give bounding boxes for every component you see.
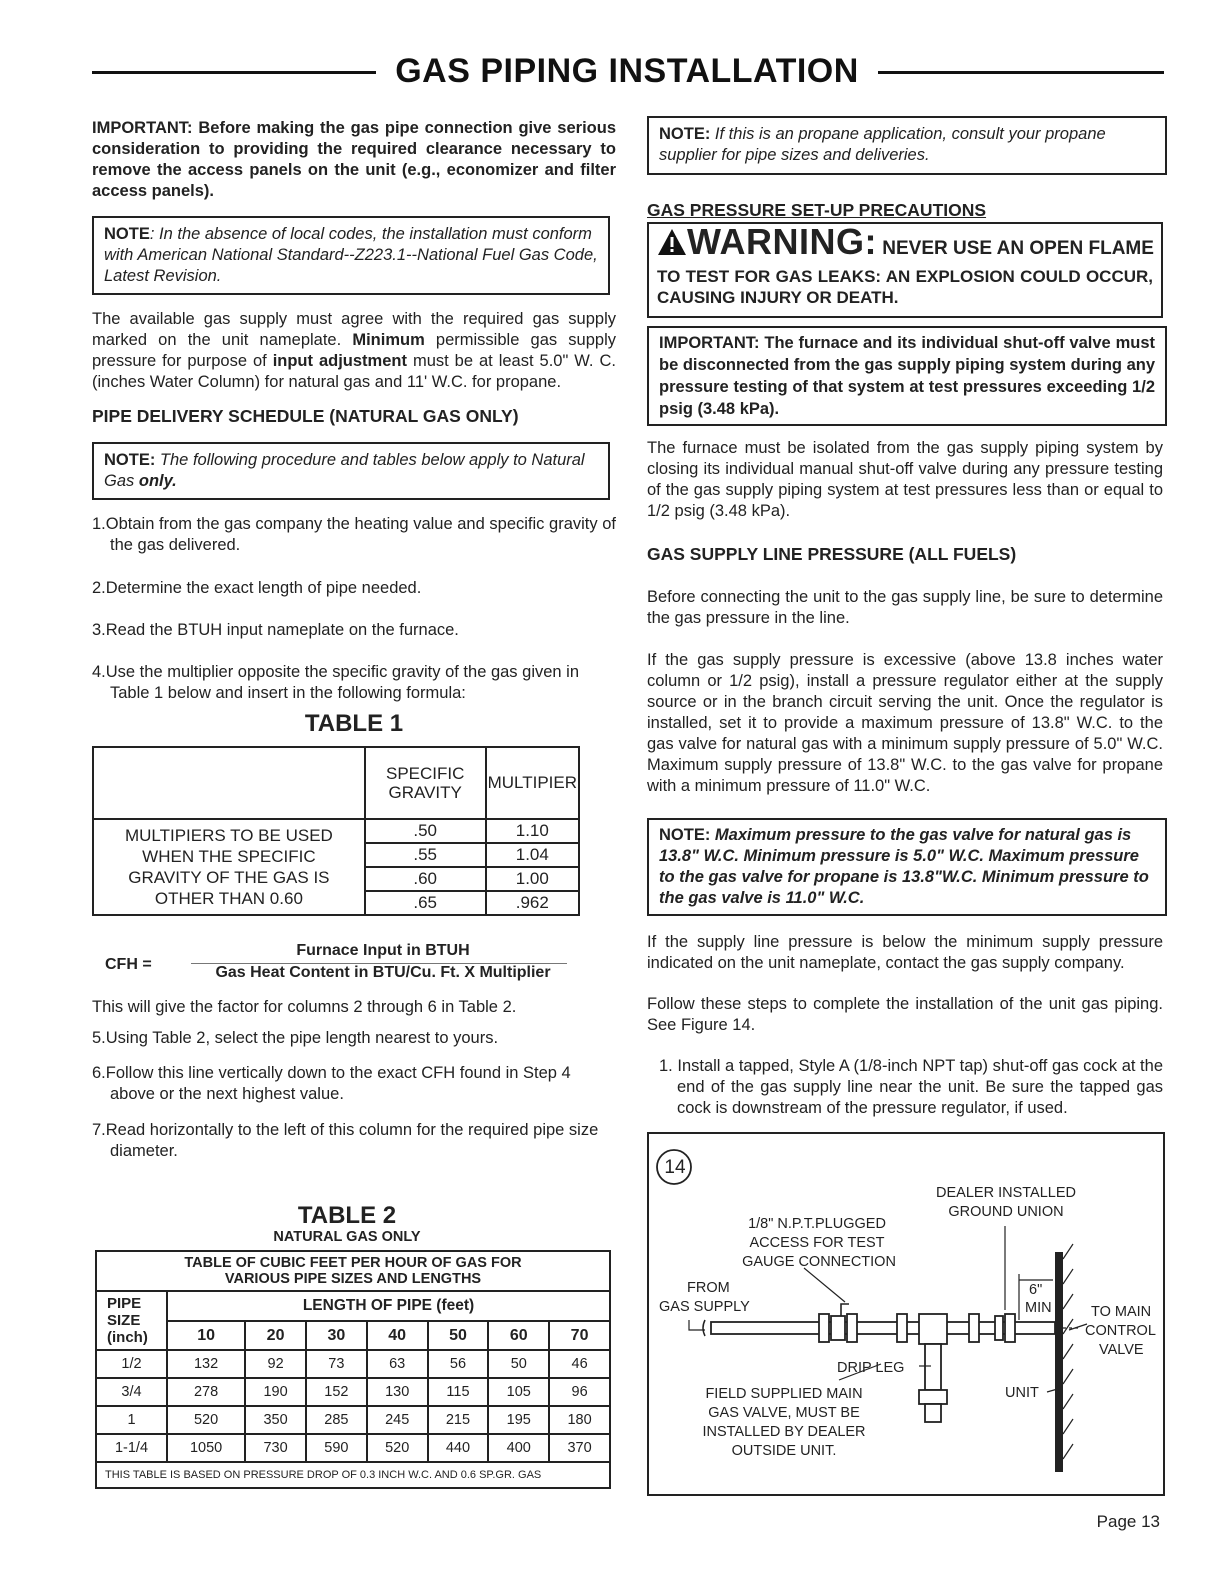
- note-label: NOTE:: [659, 826, 711, 844]
- note-text: : In the absence of local codes, the installation must conform with American National Standard--Z223.1--National Fuel Gas Code, Latest Revision.: [104, 225, 598, 285]
- important-label: IMPORTANT:: [92, 119, 193, 137]
- table-1-sg: .60: [365, 867, 486, 891]
- header-rule-left: [92, 71, 376, 74]
- label-plugged: 1/8" N.P.T.PLUGGED: [748, 1216, 886, 1232]
- precautions-heading: GAS PRESSURE SET-UP PRECAUTIONS: [647, 200, 987, 220]
- left-column-lower: [92, 997, 616, 1162]
- below-min-paragraph: If the supply line pressure is below the minimum supply pressure indicated on the unit nameplate, contact the gas supply company.: [647, 933, 1163, 972]
- note-natural-gas: [92, 442, 610, 500]
- supply-text-2: permissible gas supply pressure for purpose of: [92, 331, 616, 370]
- table-2-cell: 73: [306, 1350, 367, 1378]
- table-2-cell: 115: [428, 1378, 489, 1406]
- table-2-cell: 56: [428, 1350, 489, 1378]
- table-1-sg: .65: [365, 891, 486, 915]
- table-row: [96, 1378, 610, 1406]
- label-valve: VALVE: [1099, 1342, 1144, 1358]
- table-2-length: 40: [367, 1321, 428, 1350]
- step-6: 6.Follow this line vertically down to the exact CFH found in Step 4 above or the next highest value.: [92, 1064, 571, 1103]
- table-2-cell: 245: [367, 1406, 428, 1434]
- table-2-cell: 92: [245, 1350, 306, 1378]
- label-dealer-union: DEALER INSTALLED GROUND UNION: [936, 1185, 1076, 1220]
- table-2-cell: 520: [167, 1406, 245, 1434]
- table-2-size: 1-1/4: [96, 1434, 167, 1462]
- table-2-length: 20: [245, 1321, 306, 1350]
- page-header: [92, 52, 1164, 96]
- formula-numerator: Furnace Input in BTUH: [296, 942, 470, 959]
- table-2-cell: 105: [488, 1378, 549, 1406]
- right-column: [647, 438, 1163, 797]
- label-field-line-3: INSTALLED BY DEALER: [702, 1424, 866, 1440]
- table-1-mult: 1.10: [486, 819, 579, 843]
- table-2-length: 60: [488, 1321, 549, 1350]
- table-2-footnote: THIS TABLE IS BASED ON PRESSURE DROP OF 0.3 INCH W.C. AND 0.6 SP.GR. GAS: [96, 1462, 610, 1488]
- note-text: Maximum pressure to the gas valve for natural gas is 13.8" W.C. Minimum pressure is 5.0" W.C. Maximum pressure to the gas valve for propane is 13.8"W.C. Minimum pressure to the gas valve is 11.0" W.C.: [659, 826, 1149, 907]
- line-paragraph-1: Before connecting the unit to the gas supply line, be sure to determine the gas pressure in the line.: [647, 588, 1163, 627]
- table-2-cell: 195: [488, 1406, 549, 1434]
- label-to-main: TO MAIN: [1091, 1304, 1152, 1320]
- table-1-mult: 1.04: [486, 843, 579, 867]
- table-2-size: 1: [96, 1406, 167, 1434]
- step-7: 7.Read horizontally to the left of this column for the required pipe size diameter.: [92, 1121, 599, 1160]
- note-local-codes: [92, 216, 610, 295]
- table-1-mult: 1.00: [486, 867, 579, 891]
- table-2-cell: 278: [167, 1378, 245, 1406]
- label-six-inch: 6": [1029, 1282, 1043, 1298]
- table-2-size: 3/4: [96, 1378, 167, 1406]
- table-2-cell: 130: [367, 1378, 428, 1406]
- table-2-length: 70: [549, 1321, 610, 1350]
- figure-14: [647, 1132, 1165, 1496]
- step-2: 2.Determine the exact length of pipe needed.: [92, 579, 422, 597]
- important-shutoff: IMPORTANT: The furnace and its individual shut-off valve must be disconnected from the gas supply piping system during any pressure testing of that system at test pressures exceeding 1/2 psig (3.48 kPa).: [647, 326, 1167, 426]
- table-1-row-label: MULTIPIERS TO BE USED WHEN THE SPECIFIC GRAVITY OF THE GAS IS OTHER THAN 0.60: [93, 819, 365, 915]
- warning-text-1: NEVER USE AN OPEN FLAME: [876, 238, 1154, 259]
- label-drip-leg: DRIP LEG: [837, 1360, 905, 1376]
- table-row: [96, 1350, 610, 1378]
- warning-text-2: TO TEST FOR GAS LEAKS: AN EXPLOSION COULD OCCUR, CAUSING INJURY OR DEATH.: [657, 267, 1153, 307]
- note-label: NOTE:: [104, 451, 156, 469]
- table-2-cell: 63: [367, 1350, 428, 1378]
- left-column: [92, 118, 616, 704]
- right-column-lower: [647, 932, 1163, 1119]
- table-2-cell: 180: [549, 1406, 610, 1434]
- label-field-line-2: GAS VALVE, MUST BE: [708, 1405, 860, 1421]
- note-label: NOTE: [104, 225, 150, 243]
- table-2-length: 10: [167, 1321, 245, 1350]
- warning-word: WARNING:: [687, 221, 877, 262]
- table-2-pipe-size: PIPE SIZE (inch): [96, 1291, 167, 1350]
- warning-headline: [657, 221, 1154, 266]
- table-2-cell: 400: [488, 1434, 549, 1462]
- factor-text: This will give the factor for columns 2 through 6 in Table 2.: [92, 998, 517, 1016]
- follow-steps-paragraph: Follow these steps to complete the installation of the unit gas piping. See Figure 14.: [647, 995, 1163, 1034]
- page-title: GAS PIPING INSTALLATION: [395, 52, 859, 90]
- note-text: The following procedure and tables below apply to Natural Gas: [104, 451, 585, 490]
- label-access: ACCESS FOR TEST: [749, 1235, 885, 1251]
- table-2-cell: 46: [549, 1350, 610, 1378]
- figure-number: 14: [664, 1157, 686, 1178]
- table-2-length: 50: [428, 1321, 489, 1350]
- step-5: 5.Using Table 2, select the pipe length nearest to yours.: [92, 1029, 499, 1047]
- formula-lhs: CFH =: [105, 956, 152, 973]
- important-paragraph: [92, 118, 616, 202]
- table-2: [95, 1250, 611, 1489]
- table-2-cell: 215: [428, 1406, 489, 1434]
- label-control: CONTROL: [1085, 1323, 1156, 1339]
- table-2-cell: 590: [306, 1434, 367, 1462]
- table-2-cell: 96: [549, 1378, 610, 1406]
- table-1-sg: .55: [365, 843, 486, 867]
- table-1-header-sg: SPECIFIC GRAVITY: [365, 747, 486, 819]
- note-label: NOTE:: [659, 125, 711, 143]
- supply-input-adjustment: input adjustment: [272, 352, 407, 370]
- page-number: Page 13: [1096, 1512, 1160, 1531]
- table-2-cell: 440: [428, 1434, 489, 1462]
- warning-triangle-icon: [657, 228, 687, 256]
- table-2-title: TABLE 2: [297, 1202, 397, 1229]
- formula-denominator: Gas Heat Content in BTU/Cu. Ft. X Multiplier: [215, 964, 551, 981]
- table-2-length-heading: LENGTH OF PIPE (feet): [167, 1291, 610, 1321]
- header-rule-right: [878, 71, 1164, 74]
- note-max-pressure: [647, 818, 1167, 916]
- table-2-cell: 285: [306, 1406, 367, 1434]
- supply-text-3: must be at least 5.0" W. C. (inches Water Column) for natural gas and 11' W.C. for propane.: [92, 352, 616, 391]
- step-1: 1.Obtain from the gas company the heating value and specific gravity of the gas delivered.: [92, 515, 616, 554]
- table-2-cell: 730: [245, 1434, 306, 1462]
- install-step-1: 1. Install a tapped, Style A (1/8-inch NPT tap) shut-off gas cock at the end of the gas supply line near the unit. Be sure the tapped gas cock is downstream of the pressure regulator, if used.: [659, 1057, 1163, 1117]
- supply-minimum: Minimum: [352, 331, 425, 349]
- table-row: [96, 1406, 610, 1434]
- note-only: only.: [138, 472, 177, 490]
- table-1-header-mult: MULTIPIER: [486, 747, 579, 819]
- pipe-delivery-heading: PIPE DELIVERY SCHEDULE (NATURAL GAS ONLY): [92, 406, 519, 426]
- line-pressure-heading: GAS SUPPLY LINE PRESSURE (ALL FUELS): [647, 544, 1017, 564]
- supply-text-1: The available gas supply must agree with the required gas supply marked on the unit nameplate.: [92, 310, 616, 349]
- label-min: MIN: [1025, 1300, 1052, 1316]
- label-field-line-4: OUTSIDE UNIT.: [731, 1443, 837, 1459]
- label-gauge: GAUGE CONNECTION: [742, 1254, 896, 1270]
- table-2-subtitle: NATURAL GAS ONLY: [273, 1229, 421, 1245]
- table-2-cell: 370: [549, 1434, 610, 1462]
- table-1-mult: .962: [486, 891, 579, 915]
- table-2-cell: 520: [367, 1434, 428, 1462]
- cfh-formula: [105, 942, 575, 990]
- label-field-line-1: FIELD SUPPLIED MAIN: [705, 1386, 863, 1402]
- table-2-cell: 152: [306, 1378, 367, 1406]
- label-from: FROM: [687, 1280, 730, 1296]
- table-2-size: 1/2: [96, 1350, 167, 1378]
- step-4: 4.Use the multiplier opposite the specific gravity of the gas given in Table 1 below and insert in the following formula:: [92, 663, 580, 702]
- table-2-cell: 132: [167, 1350, 245, 1378]
- supply-paragraph: [92, 309, 616, 393]
- table-2-cell: 350: [245, 1406, 306, 1434]
- table-1: [92, 746, 580, 916]
- line-paragraph-2: If the gas supply pressure is excessive (above 13.8 inches water column or 1/2 psig), install a pressure regulator either at the supply source or in the branch circuit serving the unit. Once the regulator is installed, set it to provide a maximum pressure of 13.8" W.C. to the gas valve for natural gas with a minimum supply pressure of 5.0" W.C. Maximum supply pressure of 13.8" W.C. to the gas valve for propane with a minimum pressure of 11.0" W.C.: [647, 651, 1163, 795]
- table-2-cell: 50: [488, 1350, 549, 1378]
- label-unit: UNIT: [1005, 1385, 1039, 1401]
- label-field-supplied: [679, 1385, 889, 1461]
- label-gas-supply: GAS SUPPLY: [659, 1299, 750, 1315]
- table-1-title: TABLE 1: [304, 710, 404, 737]
- table-2-cell: 190: [245, 1378, 306, 1406]
- table-row: [96, 1434, 610, 1462]
- table-2-length: 30: [306, 1321, 367, 1350]
- important-text: Before making the gas pipe connection give serious consideration to providing the required clearance necessary to remove the access panels on the unit (e.g., economizer and filter access panels).: [92, 119, 616, 200]
- note-propane: [647, 116, 1167, 175]
- note-text: If this is an propane application, consult your propane supplier for pipe sizes and deliveries.: [659, 125, 1106, 164]
- table-2-cell: 1050: [167, 1434, 245, 1462]
- step-3: 3.Read the BTUH input nameplate on the furnace.: [92, 621, 459, 639]
- isolate-paragraph: The furnace must be isolated from the gas supply piping system by closing its individual manual shut-off valve during any pressure testing of the gas supply piping system at test pressures less than or equal to 1/2 psig (3.48 kPa).: [647, 439, 1163, 520]
- table-1-sg: .50: [365, 819, 486, 843]
- table-2-heading: TABLE OF CUBIC FEET PER HOUR OF GAS FOR VARIOUS PIPE SIZES AND LENGTHS: [96, 1251, 610, 1291]
- table-1-blank: [93, 747, 365, 819]
- warning-box: [647, 222, 1163, 318]
